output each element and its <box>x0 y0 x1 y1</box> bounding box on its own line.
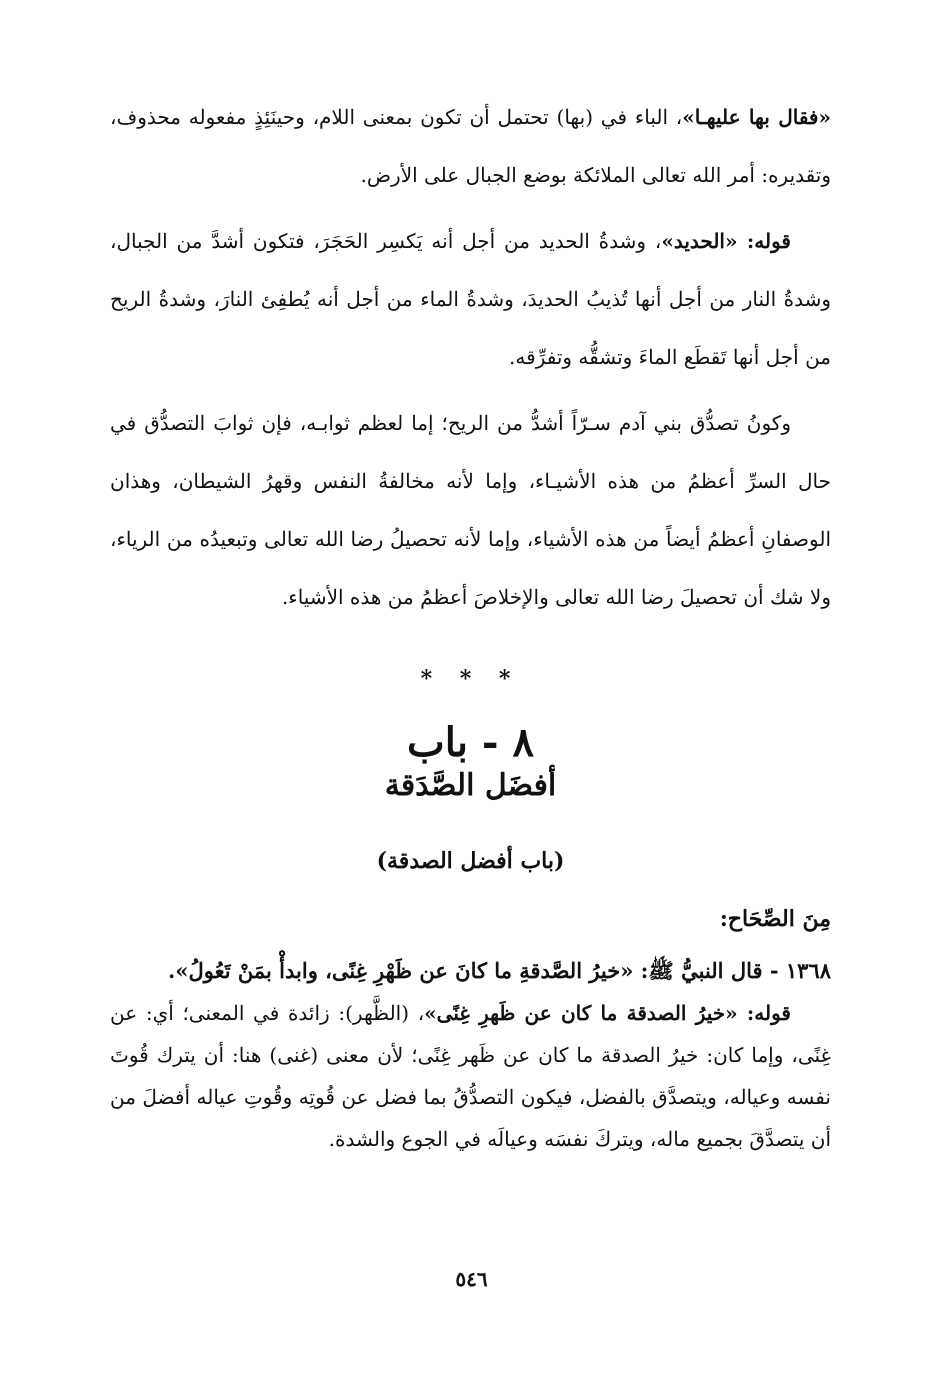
paragraph-2-text: ، وشدةُ الحديد من أجل أنه يَكسِر الحَجَرَ، فتكون أشدَّ من الجبال، وشدةُ النار من أجل أنها تُذيبُ الحديدَ، وشدةُ الماء من أجل أنه يُطفِئ النارَ، وشدةُ الريح من أجل أنها تَقطَع الماءَ وتشقُّه وتفرِّقه. <box>110 229 831 369</box>
hadith-text: ١٣٦٨ - قال النبيُّ ﷺ: «خيرُ الصَّدقةِ ما كانَ عن ظَهْرِ غِنًى، وابدأْ بمَنْ تَعُولُ». <box>168 958 831 983</box>
paragraph-1-quote: «فقال بها عليهـا» <box>682 105 831 129</box>
chapter-number: ٨ - باب <box>407 719 534 766</box>
hadith-commentary-text: ، (الظَّهر): زائدة في المعنى؛ أي: عن غِنًى، وإما كان: خيرُ الصدقة ما كان عن ظَهر غِنًى؛ لأن معنى (غنى) هنا: أن يترك قُوتَ نفسه وعياله، ويتصدَّق بالفضل، فيكون التصدُّقُ بما فضل عن قُوتِه وقُوتِ عياله أفضلَ من أن يتصدَّقَ بجميع ماله، ويتركَ نفسَه وعيالَه في الجوع والشدة. <box>110 1001 831 1151</box>
commentary-top <box>110 88 831 626</box>
paragraph-2-lead: قوله: «الحديد» <box>661 229 791 253</box>
section-label: مِنَ الصِّحَاح: <box>719 906 831 932</box>
hadith-commentary <box>110 992 831 1160</box>
page-number: ٥٤٦ <box>455 1267 488 1291</box>
paragraph-1-text: ، الباء في (بها) تحتمل أن تكون بمعنى اللام، وحينَئِذٍ مفعوله محذوف، وتقديره: أمر الله تعالى الملائكة بوضع الجبال على الأرض. <box>110 105 831 187</box>
commentary-bottom <box>110 898 831 1160</box>
hadith-commentary-lead: قوله: «خيرُ الصدقة ما كان عن ظَهرِ غِنًى» <box>424 1001 791 1025</box>
paragraph-3: وكونُ تصدُّق بني آدم سـرّاً أشدُّ من الريح؛ إما لعظم ثوابـه، فإن ثوابَ التصدُّق في حال السرِّ أعظمُ من هذه الأشيـاء، وإما لأنه مخالفةُ النفس وقهرُ الشيطان، وهذان الوصفانِ أعظمُ أيضاً من هذه الأشياء، وإما لأنه تحصيلُ رضا الله تعالى وتبعيدُه من الرياء، ولا شك أن تحصيلَ رضا الله تعالى والإخلاصَ أعظمُ من هذه الأشياء. <box>110 411 831 609</box>
section-separator: * * * <box>420 666 521 692</box>
chapter-subtitle: (باب أفضل الصدقة) <box>376 848 565 874</box>
chapter-title: أفضَل الصَّدَقة <box>384 768 557 803</box>
paragraph-1 <box>110 88 831 204</box>
paragraph-2 <box>110 212 831 386</box>
